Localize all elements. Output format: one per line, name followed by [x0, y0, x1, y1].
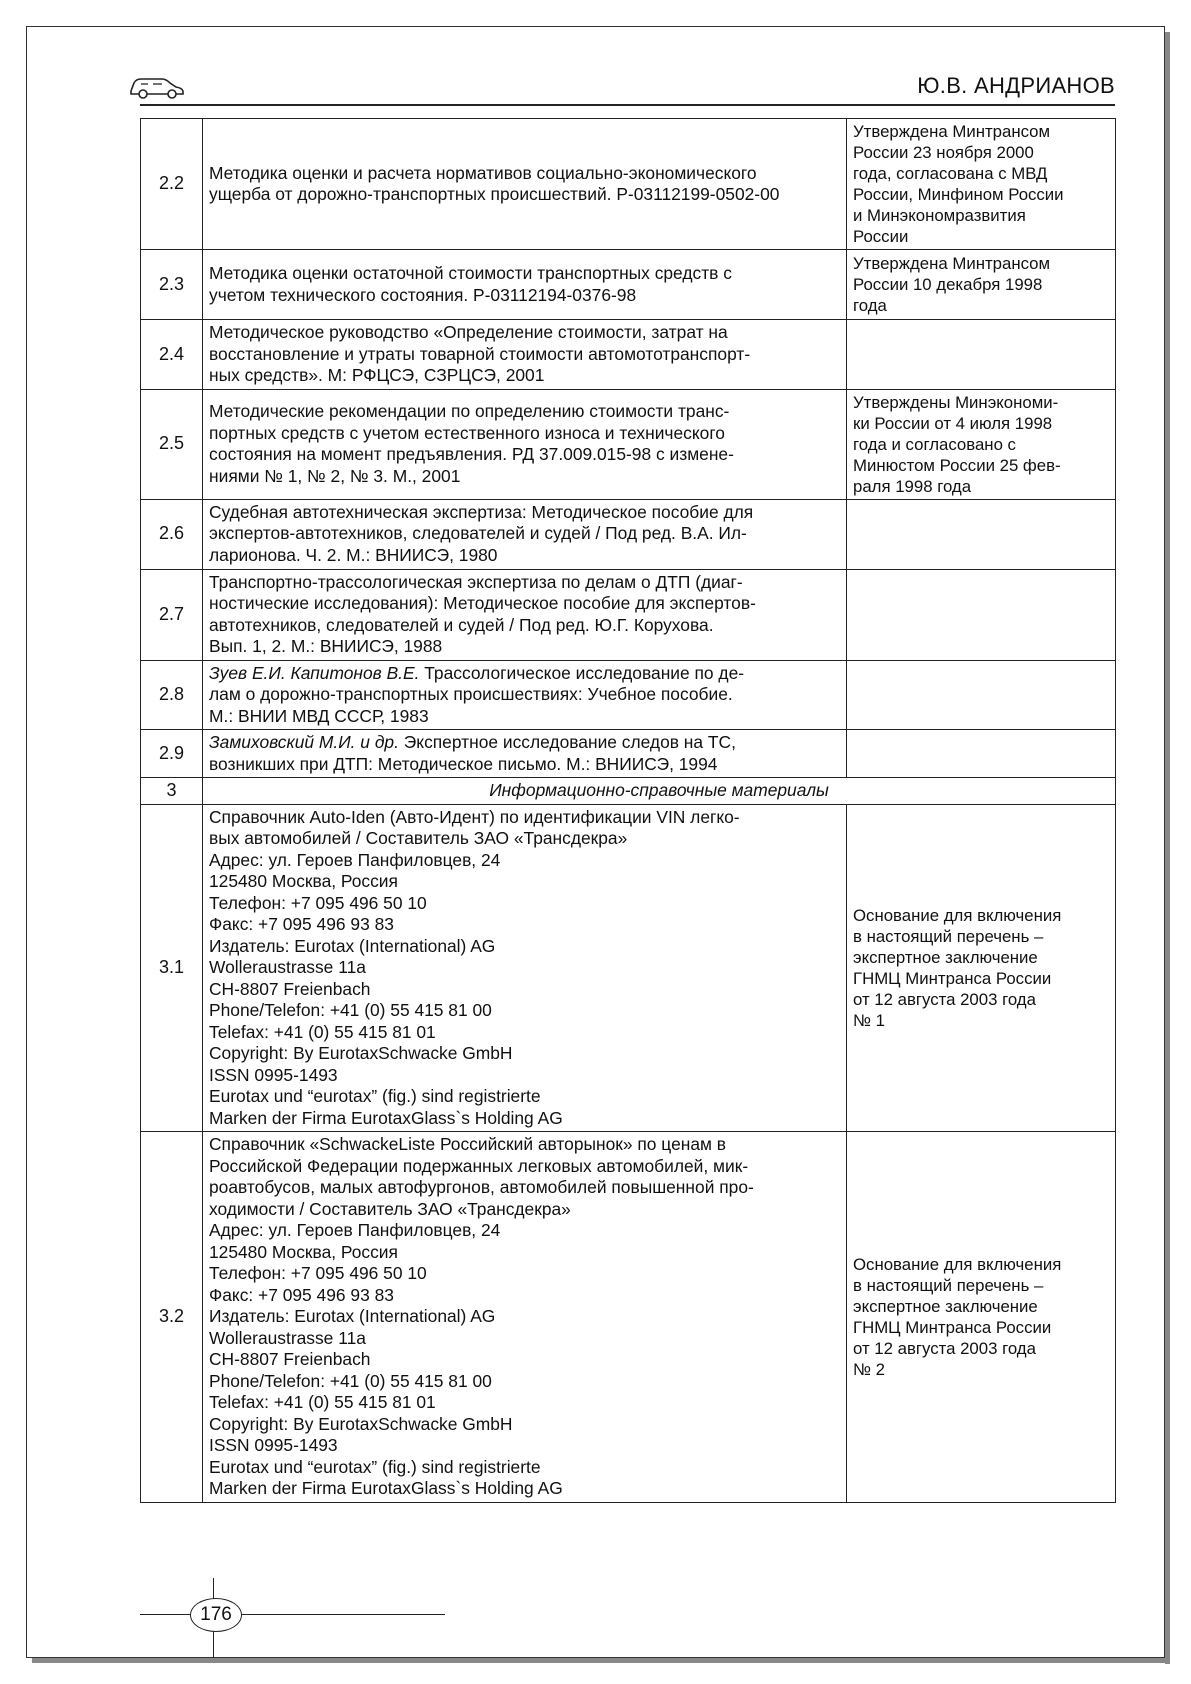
row-number: 2.9: [141, 730, 203, 778]
note-line: Основание для включения: [853, 905, 1062, 925]
note-line: России 10 декабря 1998: [853, 275, 1043, 294]
row-note: [847, 389, 1116, 499]
note-line: Утверждена Минтрансом: [853, 122, 1051, 141]
row-number: 2.3: [141, 250, 203, 320]
description-line: ходимости / Составитель ЗАО «Трансдекра»: [209, 1198, 571, 1219]
section-row: [141, 778, 1116, 805]
description-line: Факс: +7 095 496 93 83: [209, 1284, 394, 1305]
description-line: ниями № 1, № 2, № 3. М., 2001: [209, 465, 461, 486]
description-line: Судебная автотехническая экспертиза: Методическое пособие для: [209, 501, 754, 522]
description-line: Справочник Auto-Iden (Авто-Идент) по идентификации VIN легко-: [209, 806, 740, 827]
description-line: Wolleraustrasse 11a: [209, 1327, 366, 1348]
row-description: [203, 1132, 847, 1503]
table-row: [141, 569, 1116, 660]
section-title: Информационно-справочные материалы: [203, 778, 1116, 805]
note-line: № 1: [853, 1010, 885, 1030]
description-line: возникших при ДТП: Методическое письмо. М.: ВНИИСЭ, 1994: [209, 753, 718, 774]
description-line: вых автомобилей / Составитель ЗАО «Трансдекра»: [209, 828, 628, 848]
description-line: роавтобусов, малых автофургонов, автомобилей повышенной про-: [209, 1177, 754, 1197]
description-first-line: [209, 663, 840, 685]
description-line: учетом технического состояния. Р-03112194-0376-98: [209, 284, 637, 305]
row-note: [847, 569, 1116, 660]
row-author: Зуев Е.И. Капитонов В.Е.: [209, 662, 420, 683]
footer-rule: [140, 1614, 445, 1615]
row-note: [847, 660, 1116, 730]
description-line: Трассологическое исследование по де-: [419, 662, 745, 683]
note-line: в настоящий перечень –: [853, 926, 1044, 946]
row-description: [203, 320, 847, 390]
description-line: CH-8807 Freienbach: [209, 1349, 371, 1369]
description-line: Издатель: Eurotax (International) AG: [209, 1306, 496, 1326]
description-line: Telefax: +41 (0) 55 415 81 01: [209, 1021, 436, 1042]
description-line: Адрес: ул. Героев Панфиловцев, 24: [209, 1220, 501, 1240]
table-row: [141, 250, 1116, 320]
row-note: [847, 320, 1116, 390]
description-line: Российской Федерации подержанных легковых автомобилей, мик-: [209, 1155, 749, 1176]
note-line: России: [853, 227, 909, 246]
reference-table: [140, 118, 1116, 1503]
row-description: [203, 250, 847, 320]
row-number: 2.7: [141, 569, 203, 660]
section-number: 3: [141, 778, 203, 805]
header-author: Ю.В. АНДРИАНОВ: [917, 73, 1115, 98]
note-line: Утверждена Минтрансом: [853, 254, 1051, 273]
row-number: 2.6: [141, 499, 203, 569]
description-line: CH-8807 Freienbach: [209, 978, 371, 999]
note-line: Утверждены Минэкономи-: [853, 392, 1059, 412]
description-line: 125480 Москва, Россия: [209, 1241, 398, 1262]
note-line: № 2: [853, 1359, 885, 1379]
row-note: [847, 804, 1116, 1132]
row-description: [203, 499, 847, 569]
description-line: Copyright: By EurotaxSchwacke GmbH: [209, 1043, 513, 1063]
table-row: [141, 499, 1116, 569]
note-line: года, согласована с МВД: [853, 164, 1048, 183]
row-number: 2.4: [141, 320, 203, 390]
note-line: года и согласовано с: [853, 434, 1016, 454]
description-line: Marken der Firma EurotaxGlass`s Holding AG: [209, 1478, 563, 1498]
description-line: состояния на момент предъявления. РД 37.009.015-98 с измене-: [209, 444, 734, 464]
page-footer: [140, 1578, 460, 1668]
table-row: [141, 320, 1116, 390]
note-line: ГНМЦ Минтранса России: [853, 1317, 1052, 1337]
description-line: Экспертное исследование следов на ТС,: [398, 732, 736, 752]
description-line: Wolleraustrasse 11a: [209, 957, 366, 977]
description-line: Eurotax und “eurotax” (fig.) sind registrierte: [209, 1086, 541, 1106]
row-number: 3.2: [141, 1132, 203, 1503]
description-line: лам о дорожно-транспортных происшествиях: Учебное пособие.: [209, 684, 733, 704]
description-line: М.: ВНИИ МВД СССР, 1983: [209, 705, 429, 726]
description-line: ных средств». М: РФЦСЭ, СЗРЦСЭ, 2001: [209, 365, 545, 385]
description-line: Telefax: +41 (0) 55 415 81 01: [209, 1392, 436, 1412]
row-description: [203, 804, 847, 1132]
row-note: [847, 250, 1116, 320]
note-line: Основание для включения: [853, 1254, 1062, 1274]
description-first-line: [209, 732, 840, 754]
row-number: 2.5: [141, 389, 203, 499]
note-line: раля 1998 года: [853, 476, 972, 496]
note-line: экспертное заключение: [853, 947, 1038, 967]
row-description: [203, 730, 847, 778]
table-row: [141, 660, 1116, 730]
page-shadow: [1165, 32, 1170, 1664]
description-line: ларионова. Ч. 2. М.: ВНИИСЭ, 1980: [209, 544, 498, 565]
description-line: Eurotax und “eurotax” (fig.) sind registrierte: [209, 1456, 541, 1477]
row-note: [847, 1132, 1116, 1503]
description-line: Методические рекомендации по определению стоимости транс-: [209, 401, 730, 421]
note-line: экспертное заключение: [853, 1296, 1038, 1316]
car-icon: [128, 74, 186, 100]
row-description: [203, 660, 847, 730]
description-line: ISSN 0995-1493: [209, 1064, 338, 1085]
note-line: России 23 ноября 2000: [853, 143, 1034, 162]
note-line: России, Минфином России: [853, 185, 1064, 204]
row-author: Замиховский М.И. и др.: [209, 732, 399, 752]
description-line: Phone/Telefon: +41 (0) 55 415 81 00: [209, 1370, 492, 1391]
header-rule: [140, 104, 1115, 106]
table-row: [141, 119, 1116, 250]
note-line: года: [853, 296, 887, 315]
description-line: Вып. 1, 2. М.: ВНИИСЭ, 1988: [209, 636, 443, 656]
description-line: 125480 Москва, Россия: [209, 871, 398, 891]
description-line: Транспортно-трассологическая экспертиза по делам о ДТП (диаг-: [209, 571, 743, 592]
description-line: экспертов-автотехников, следователей и судей / Под ред. В.А. Ил-: [209, 523, 747, 544]
row-number: 2.8: [141, 660, 203, 730]
page-number: 176: [190, 1598, 242, 1632]
description-line: Телефон: +7 095 496 50 10: [209, 1263, 427, 1283]
row-description: [203, 389, 847, 499]
description-line: Адрес: ул. Героев Панфиловцев, 24: [209, 849, 501, 870]
table-row: [141, 730, 1116, 778]
row-description: [203, 119, 847, 250]
note-line: ки России от 4 июля 1998: [853, 413, 1053, 433]
description-line: Методическое руководство «Определение стоимости, затрат на: [209, 322, 728, 342]
table-row: [141, 1132, 1116, 1503]
description-line: Факс: +7 095 496 93 83: [209, 914, 394, 934]
note-line: и Минэкономразвития: [853, 206, 1026, 225]
description-line: ностические исследования): Методическое пособие для экспертов-: [209, 593, 756, 613]
description-line: Издатель: Eurotax (International) AG: [209, 935, 496, 956]
description-line: Marken der Firma EurotaxGlass`s Holding AG: [209, 1107, 563, 1128]
table-row: [141, 389, 1116, 499]
description-line: ISSN 0995-1493: [209, 1435, 338, 1455]
table-row: [141, 804, 1116, 1132]
note-line: ГНМЦ Минтранса России: [853, 968, 1052, 988]
row-note: [847, 730, 1116, 778]
row-number: 3.1: [141, 804, 203, 1132]
description-line: Методика оценки и расчета нормативов социально-экономического: [209, 162, 757, 183]
note-line: от 12 августа 2003 года: [853, 989, 1036, 1009]
note-line: Минюстом России 25 фев-: [853, 455, 1061, 475]
description-line: Copyright: By EurotaxSchwacke GmbH: [209, 1413, 513, 1434]
description-line: автотехников, следователей и судей / Под ред. Ю.Г. Корухова.: [209, 614, 714, 635]
description-line: Phone/Telefon: +41 (0) 55 415 81 00: [209, 1000, 492, 1020]
description-line: ущерба от дорожно-транспортных происшествий. Р-03112199-0502-00: [209, 184, 780, 204]
description-line: портных средств с учетом естественного износа и технического: [209, 422, 725, 443]
reference-table-body: [141, 119, 1116, 1503]
description-line: восстановление и утраты товарной стоимости автомототранспорт-: [209, 343, 751, 364]
row-description: [203, 569, 847, 660]
note-line: в настоящий перечень –: [853, 1275, 1044, 1295]
row-note: [847, 119, 1116, 250]
description-line: Справочник «SchwackeListe Российский авторынок» по ценам в: [209, 1134, 727, 1154]
description-line: Телефон: +7 095 496 50 10: [209, 892, 427, 913]
row-note: [847, 499, 1116, 569]
row-number: 2.2: [141, 119, 203, 250]
note-line: от 12 августа 2003 года: [853, 1338, 1036, 1358]
description-line: Методика оценки остаточной стоимости транспортных средств с: [209, 263, 732, 283]
